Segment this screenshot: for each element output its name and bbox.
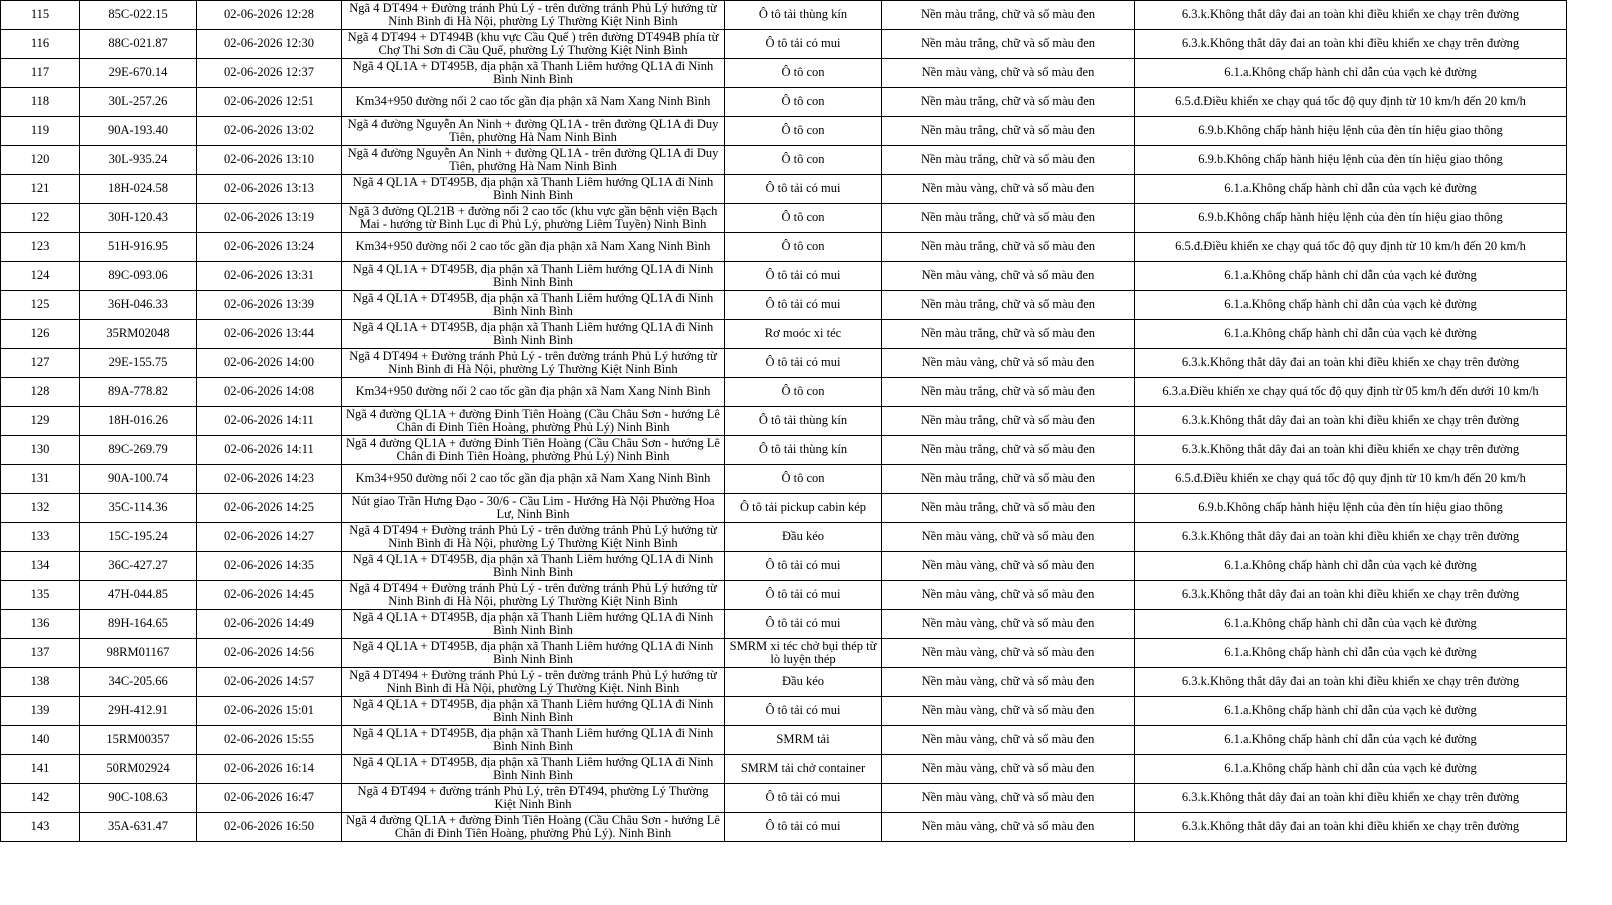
violation-time-cell: 02-06-2026 15:01 (197, 697, 342, 726)
violation-time-cell: 02-06-2026 14:49 (197, 610, 342, 639)
vehicle-type-cell: Ô tô tải có mui (725, 262, 882, 291)
violation-time-cell: 02-06-2026 12:30 (197, 30, 342, 59)
location-cell: Km34+950 đường nối 2 cao tốc gần địa phận xã Nam Xang Ninh Bình (342, 233, 725, 262)
location-cell: Ngã 4 đường Nguyễn An Ninh + đường QL1A - trên đường QL1A đi Duy Tiên, phường Hà Nam Ninh Bình (342, 117, 725, 146)
table-row (1, 494, 1567, 523)
plate-color-cell: Nền màu vàng, chữ và số màu đen (882, 175, 1135, 204)
violation-description-cell: 6.1.a.Không chấp hành chỉ dẫn của vạch kẻ đường (1135, 552, 1567, 581)
violation-description-cell: 6.1.a.Không chấp hành chỉ dẫn của vạch kẻ đường (1135, 639, 1567, 668)
violation-description-cell: 6.3.k.Không thắt dây đai an toàn khi điều khiển xe chạy trên đường (1135, 523, 1567, 552)
table-row (1, 552, 1567, 581)
license-plate-cell: 90A-100.74 (80, 465, 197, 494)
violation-description-cell: 6.3.k.Không thắt dây đai an toàn khi điều khiển xe chạy trên đường (1135, 436, 1567, 465)
table-row (1, 755, 1567, 784)
location-cell: Ngã 4 QL1A + DT495B, địa phận xã Thanh Liêm hướng QL1A đi Ninh Bình Ninh Bình (342, 262, 725, 291)
row-number-cell: 124 (1, 262, 80, 291)
violation-description-cell: 6.3.k.Không thắt dây đai an toàn khi điều khiển xe chạy trên đường (1135, 349, 1567, 378)
table-row (1, 784, 1567, 813)
location-cell: Km34+950 đường nối 2 cao tốc gần địa phận xã Nam Xang Ninh Bình (342, 378, 725, 407)
violation-time-cell: 02-06-2026 13:24 (197, 233, 342, 262)
violation-description-cell: 6.1.a.Không chấp hành chỉ dẫn của vạch kẻ đường (1135, 59, 1567, 88)
plate-color-cell: Nền màu trắng, chữ và số màu đen (882, 436, 1135, 465)
plate-color-cell: Nền màu vàng, chữ và số màu đen (882, 581, 1135, 610)
violation-description-cell: 6.1.a.Không chấp hành chỉ dẫn của vạch kẻ đường (1135, 262, 1567, 291)
location-cell: Ngã 4 DT494 + Đường tránh Phủ Lý - trên đường tránh Phủ Lý hướng từ Ninh Bình đi Hà Nội, phường Lý Thường Kiệt Ninh Bình (342, 349, 725, 378)
vehicle-type-cell: Ô tô tải pickup cabin kép (725, 494, 882, 523)
violation-description-cell: 6.3.k.Không thắt dây đai an toàn khi điều khiển xe chạy trên đường (1135, 407, 1567, 436)
license-plate-cell: 50RM02924 (80, 755, 197, 784)
violation-description-cell: 6.5.đ.Điều khiển xe chạy quá tốc độ quy định từ 10 km/h đến 20 km/h (1135, 465, 1567, 494)
row-number-cell: 123 (1, 233, 80, 262)
license-plate-cell: 89C-269.79 (80, 436, 197, 465)
row-number-cell: 139 (1, 697, 80, 726)
license-plate-cell: 30L-257.26 (80, 88, 197, 117)
violation-time-cell: 02-06-2026 13:02 (197, 117, 342, 146)
license-plate-cell: 89H-164.65 (80, 610, 197, 639)
license-plate-cell: 29E-155.75 (80, 349, 197, 378)
plate-color-cell: Nền màu vàng, chữ và số màu đen (882, 610, 1135, 639)
violation-time-cell: 02-06-2026 14:45 (197, 581, 342, 610)
row-number-cell: 135 (1, 581, 80, 610)
table-row (1, 378, 1567, 407)
plate-color-cell: Nền màu trắng, chữ và số màu đen (882, 88, 1135, 117)
vehicle-type-cell: Ô tô tải thùng kín (725, 1, 882, 30)
plate-color-cell: Nền màu vàng, chữ và số màu đen (882, 59, 1135, 88)
plate-color-cell: Nền màu trắng, chữ và số màu đen (882, 407, 1135, 436)
location-cell: Ngã 4 QL1A + DT495B, địa phận xã Thanh Liêm hướng QL1A đi Ninh Bình Ninh Bình (342, 726, 725, 755)
violation-time-cell: 02-06-2026 13:44 (197, 320, 342, 349)
table-row (1, 320, 1567, 349)
table-row (1, 349, 1567, 378)
plate-color-cell: Nền màu trắng, chữ và số màu đen (882, 30, 1135, 59)
vehicle-type-cell: SMRM tải chở container (725, 755, 882, 784)
row-number-cell: 128 (1, 378, 80, 407)
violation-description-cell: 6.3.k.Không thắt dây đai an toàn khi điều khiển xe chạy trên đường (1135, 668, 1567, 697)
violation-time-cell: 02-06-2026 16:47 (197, 784, 342, 813)
vehicle-type-cell: Ô tô tải có mui (725, 291, 882, 320)
plate-color-cell: Nền màu vàng, chữ và số màu đen (882, 523, 1135, 552)
table-row (1, 639, 1567, 668)
violation-time-cell: 02-06-2026 14:08 (197, 378, 342, 407)
vehicle-type-cell: Ô tô con (725, 378, 882, 407)
vehicle-type-cell: Ô tô con (725, 204, 882, 233)
location-cell: Ngã 4 DT494 + Đường tránh Phủ Lý - trên đường tránh Phủ Lý hướng từ Ninh Bình đi Hà Nội, phường Lý Thường Kiệt. Ninh Bình (342, 668, 725, 697)
violation-time-cell: 02-06-2026 14:57 (197, 668, 342, 697)
table-row (1, 291, 1567, 320)
violation-time-cell: 02-06-2026 16:50 (197, 813, 342, 842)
violation-description-cell: 6.3.k.Không thắt dây đai an toàn khi điều khiển xe chạy trên đường (1135, 813, 1567, 842)
location-cell: Km34+950 đường nối 2 cao tốc gần địa phận xã Nam Xang Ninh Bình (342, 465, 725, 494)
plate-color-cell: Nền màu vàng, chữ và số màu đen (882, 755, 1135, 784)
row-number-cell: 122 (1, 204, 80, 233)
violation-time-cell: 02-06-2026 14:35 (197, 552, 342, 581)
vehicle-type-cell: Ô tô tải thùng kín (725, 407, 882, 436)
table-row (1, 465, 1567, 494)
vehicle-type-cell: Đầu kéo (725, 668, 882, 697)
row-number-cell: 119 (1, 117, 80, 146)
table-row (1, 407, 1567, 436)
vehicle-type-cell: Ô tô tải có mui (725, 697, 882, 726)
table-row (1, 59, 1567, 88)
violation-description-cell: 6.1.a.Không chấp hành chỉ dẫn của vạch kẻ đường (1135, 320, 1567, 349)
vehicle-type-cell: SMRM tải (725, 726, 882, 755)
table-row (1, 581, 1567, 610)
plate-color-cell: Nền màu vàng, chữ và số màu đen (882, 813, 1135, 842)
license-plate-cell: 35A-631.47 (80, 813, 197, 842)
violation-time-cell: 02-06-2026 14:27 (197, 523, 342, 552)
table-row (1, 233, 1567, 262)
vehicle-type-cell: Rơ moóc xi téc (725, 320, 882, 349)
plate-color-cell: Nền màu trắng, chữ và số màu đen (882, 204, 1135, 233)
table-row (1, 813, 1567, 842)
table-row (1, 697, 1567, 726)
license-plate-cell: 29H-412.91 (80, 697, 197, 726)
vehicle-type-cell: Ô tô tải có mui (725, 813, 882, 842)
violation-time-cell: 02-06-2026 12:51 (197, 88, 342, 117)
violation-description-cell: 6.3.k.Không thắt dây đai an toàn khi điều khiển xe chạy trên đường (1135, 1, 1567, 30)
license-plate-cell: 18H-016.26 (80, 407, 197, 436)
violation-time-cell: 02-06-2026 14:25 (197, 494, 342, 523)
location-cell: Ngã 4 QL1A + DT495B, địa phận xã Thanh Liêm hướng QL1A đi Ninh Bình Ninh Bình (342, 639, 725, 668)
violation-description-cell: 6.3.k.Không thắt dây đai an toàn khi điều khiển xe chạy trên đường (1135, 784, 1567, 813)
violation-time-cell: 02-06-2026 13:10 (197, 146, 342, 175)
license-plate-cell: 35RM02048 (80, 320, 197, 349)
plate-color-cell: Nền màu vàng, chữ và số màu đen (882, 697, 1135, 726)
vehicle-type-cell: Đầu kéo (725, 523, 882, 552)
location-cell: Ngã 4 QL1A + DT495B, địa phận xã Thanh Liêm hướng QL1A đi Ninh Bình Ninh Bình (342, 291, 725, 320)
vehicle-type-cell: Ô tô con (725, 146, 882, 175)
violation-time-cell: 02-06-2026 13:31 (197, 262, 342, 291)
location-cell: Ngã 4 đường QL1A + đường Đinh Tiên Hoàng (Cầu Châu Sơn - hướng Lê Chân đi Đinh Tiên Hoàng, phường Phủ Lý) Ninh Bình (342, 436, 725, 465)
location-cell: Ngã 4 QL1A + DT495B, địa phận xã Thanh Liêm hướng QL1A đi Ninh Bình Ninh Bình (342, 59, 725, 88)
location-cell: Ngã 4 ĐT494 + đường tránh Phủ Lý, trên ĐT494, phường Lý Thường Kiệt Ninh Bình (342, 784, 725, 813)
violations-table-body (1, 1, 1567, 842)
location-cell: Ngã 4 đường QL1A + đường Đinh Tiên Hoàng (Cầu Châu Sơn - hướng Lê Chân đi Đinh Tiên Hoàng, phường Phủ Lý). Ninh Bình (342, 813, 725, 842)
vehicle-type-cell: Ô tô con (725, 117, 882, 146)
violation-description-cell: 6.1.a.Không chấp hành chỉ dẫn của vạch kẻ đường (1135, 175, 1567, 204)
location-cell: Ngã 4 đường QL1A + đường Đinh Tiên Hoàng (Cầu Châu Sơn - hướng Lê Chân đi Đinh Tiên Hoàng, phường Phủ Lý) Ninh Bình (342, 407, 725, 436)
row-number-cell: 133 (1, 523, 80, 552)
violation-description-cell: 6.5.đ.Điều khiển xe chạy quá tốc độ quy định từ 10 km/h đến 20 km/h (1135, 88, 1567, 117)
license-plate-cell: 90A-193.40 (80, 117, 197, 146)
location-cell: Ngã 4 QL1A + DT495B, địa phận xã Thanh Liêm hướng QL1A đi Ninh Bình Ninh Bình (342, 610, 725, 639)
location-cell: Ngã 3 đường QL21B + đường nối 2 cao tốc (khu vực gần bệnh viện Bạch Mai - hướng từ Bình Lục đi Phủ Lý, phường Liêm Tuyền) Ninh Bình (342, 204, 725, 233)
row-number-cell: 117 (1, 59, 80, 88)
violation-description-cell: 6.9.b.Không chấp hành hiệu lệnh của đèn tín hiệu giao thông (1135, 494, 1567, 523)
plate-color-cell: Nền màu trắng, chữ và số màu đen (882, 291, 1135, 320)
violation-description-cell: 6.1.a.Không chấp hành chỉ dẫn của vạch kẻ đường (1135, 726, 1567, 755)
plate-color-cell: Nền màu trắng, chữ và số màu đen (882, 233, 1135, 262)
license-plate-cell: 30L-935.24 (80, 146, 197, 175)
license-plate-cell: 34C-205.66 (80, 668, 197, 697)
violation-time-cell: 02-06-2026 14:11 (197, 436, 342, 465)
vehicle-type-cell: Ô tô con (725, 465, 882, 494)
location-cell: Ngã 4 QL1A + DT495B, địa phận xã Thanh Liêm hướng QL1A đi Ninh Bình Ninh Bình (342, 175, 725, 204)
row-number-cell: 132 (1, 494, 80, 523)
license-plate-cell: 36C-427.27 (80, 552, 197, 581)
vehicle-type-cell: Ô tô tải có mui (725, 349, 882, 378)
violation-time-cell: 02-06-2026 16:14 (197, 755, 342, 784)
violation-description-cell: 6.5.đ.Điều khiển xe chạy quá tốc độ quy định từ 10 km/h đến 20 km/h (1135, 233, 1567, 262)
table-row (1, 1, 1567, 30)
violation-description-cell: 6.1.a.Không chấp hành chỉ dẫn của vạch kẻ đường (1135, 610, 1567, 639)
row-number-cell: 143 (1, 813, 80, 842)
license-plate-cell: 30H-120.43 (80, 204, 197, 233)
row-number-cell: 121 (1, 175, 80, 204)
table-row (1, 436, 1567, 465)
violation-description-cell: 6.3.k.Không thắt dây đai an toàn khi điều khiển xe chạy trên đường (1135, 581, 1567, 610)
license-plate-cell: 29E-670.14 (80, 59, 197, 88)
vehicle-type-cell: Ô tô tải có mui (725, 175, 882, 204)
plate-color-cell: Nền màu vàng, chữ và số màu đen (882, 349, 1135, 378)
vehicle-type-cell: SMRM xi téc chở bụi thép từ lò luyện thép (725, 639, 882, 668)
row-number-cell: 141 (1, 755, 80, 784)
location-cell: Ngã 4 DT494 + Đường tránh Phủ Lý - trên đường tránh Phủ Lý hướng từ Ninh Bình đi Hà Nội, phường Lý Thường Kiệt Ninh Bình (342, 1, 725, 30)
row-number-cell: 126 (1, 320, 80, 349)
location-cell: Ngã 4 QL1A + DT495B, địa phận xã Thanh Liêm hướng QL1A đi Ninh Bình Ninh Bình (342, 320, 725, 349)
location-cell: Ngã 4 QL1A + DT495B, địa phận xã Thanh Liêm hướng QL1A đi Ninh Bình Ninh Bình (342, 697, 725, 726)
plate-color-cell: Nền màu trắng, chữ và số màu đen (882, 1, 1135, 30)
plate-color-cell: Nền màu trắng, chữ và số màu đen (882, 320, 1135, 349)
plate-color-cell: Nền màu vàng, chữ và số màu đen (882, 262, 1135, 291)
violation-time-cell: 02-06-2026 13:39 (197, 291, 342, 320)
table-row (1, 610, 1567, 639)
location-cell: Km34+950 đường nối 2 cao tốc gần địa phận xã Nam Xang Ninh Bình (342, 88, 725, 117)
row-number-cell: 142 (1, 784, 80, 813)
violation-time-cell: 02-06-2026 12:28 (197, 1, 342, 30)
plate-color-cell: Nền màu trắng, chữ và số màu đen (882, 494, 1135, 523)
plate-color-cell: Nền màu vàng, chữ và số màu đen (882, 639, 1135, 668)
location-cell: Ngã 4 đường Nguyễn An Ninh + đường QL1A - trên đường QL1A đi Duy Tiên, phường Hà Nam Ninh Bình (342, 146, 725, 175)
license-plate-cell: 88C-021.87 (80, 30, 197, 59)
table-row (1, 175, 1567, 204)
license-plate-cell: 35C-114.36 (80, 494, 197, 523)
license-plate-cell: 47H-044.85 (80, 581, 197, 610)
violation-time-cell: 02-06-2026 14:23 (197, 465, 342, 494)
violation-description-cell: 6.3.k.Không thắt dây đai an toàn khi điều khiển xe chạy trên đường (1135, 30, 1567, 59)
violation-time-cell: 02-06-2026 15:55 (197, 726, 342, 755)
violation-description-cell: 6.9.b.Không chấp hành hiệu lệnh của đèn tín hiệu giao thông (1135, 117, 1567, 146)
license-plate-cell: 89C-093.06 (80, 262, 197, 291)
license-plate-cell: 98RM01167 (80, 639, 197, 668)
license-plate-cell: 51H-916.95 (80, 233, 197, 262)
vehicle-type-cell: Ô tô con (725, 59, 882, 88)
table-row (1, 30, 1567, 59)
plate-color-cell: Nền màu trắng, chữ và số màu đen (882, 146, 1135, 175)
row-number-cell: 137 (1, 639, 80, 668)
row-number-cell: 140 (1, 726, 80, 755)
violation-time-cell: 02-06-2026 12:37 (197, 59, 342, 88)
row-number-cell: 125 (1, 291, 80, 320)
violation-time-cell: 02-06-2026 14:56 (197, 639, 342, 668)
location-cell: Ngã 4 DT494 + Đường tránh Phủ Lý - trên đường tránh Phủ Lý hướng từ Ninh Bình đi Hà Nội, phường Lý Thường Kiệt Ninh Bình (342, 581, 725, 610)
violation-description-cell: 6.3.a.Điều khiển xe chạy quá tốc độ quy định từ 05 km/h đến dưới 10 km/h (1135, 378, 1567, 407)
table-row (1, 726, 1567, 755)
vehicle-type-cell: Ô tô tải có mui (725, 552, 882, 581)
violation-description-cell: 6.9.b.Không chấp hành hiệu lệnh của đèn tín hiệu giao thông (1135, 204, 1567, 233)
vehicle-type-cell: Ô tô tải thùng kín (725, 436, 882, 465)
license-plate-cell: 18H-024.58 (80, 175, 197, 204)
location-cell: Ngã 4 DT494 + Đường tránh Phủ Lý - trên đường tránh Phủ Lý hướng từ Ninh Bình đi Hà Nội, phường Lý Thường Kiệt Ninh Bình (342, 523, 725, 552)
violation-time-cell: 02-06-2026 13:13 (197, 175, 342, 204)
license-plate-cell: 15RM00357 (80, 726, 197, 755)
violation-description-cell: 6.1.a.Không chấp hành chỉ dẫn của vạch kẻ đường (1135, 755, 1567, 784)
table-row (1, 88, 1567, 117)
row-number-cell: 130 (1, 436, 80, 465)
license-plate-cell: 89A-778.82 (80, 378, 197, 407)
location-cell: Ngã 4 QL1A + DT495B, địa phận xã Thanh Liêm hướng QL1A đi Ninh Bình Ninh Bình (342, 755, 725, 784)
row-number-cell: 138 (1, 668, 80, 697)
plate-color-cell: Nền màu vàng, chữ và số màu đen (882, 552, 1135, 581)
license-plate-cell: 85C-022.15 (80, 1, 197, 30)
vehicle-type-cell: Ô tô tải có mui (725, 581, 882, 610)
vehicle-type-cell: Ô tô tải có mui (725, 610, 882, 639)
violation-time-cell: 02-06-2026 13:19 (197, 204, 342, 233)
location-cell: Ngã 4 DT494 + DT494B (khu vực Cầu Quế ) trên đường DT494B phía từ Chợ Thi Sơn đi Cầu Quế, phường Lý Thường Kiệt Ninh Bình (342, 30, 725, 59)
table-row (1, 668, 1567, 697)
violation-description-cell: 6.1.a.Không chấp hành chỉ dẫn của vạch kẻ đường (1135, 697, 1567, 726)
license-plate-cell: 15C-195.24 (80, 523, 197, 552)
row-number-cell: 115 (1, 1, 80, 30)
plate-color-cell: Nền màu trắng, chữ và số màu đen (882, 378, 1135, 407)
vehicle-type-cell: Ô tô con (725, 88, 882, 117)
row-number-cell: 134 (1, 552, 80, 581)
table-row (1, 523, 1567, 552)
row-number-cell: 118 (1, 88, 80, 117)
plate-color-cell: Nền màu vàng, chữ và số màu đen (882, 668, 1135, 697)
vehicle-type-cell: Ô tô tải có mui (725, 30, 882, 59)
row-number-cell: 116 (1, 30, 80, 59)
vehicle-type-cell: Ô tô tải có mui (725, 784, 882, 813)
location-cell: Ngã 4 QL1A + DT495B, địa phận xã Thanh Liêm hướng QL1A đi Ninh Bình Ninh Bình (342, 552, 725, 581)
table-row (1, 262, 1567, 291)
row-number-cell: 136 (1, 610, 80, 639)
license-plate-cell: 90C-108.63 (80, 784, 197, 813)
license-plate-cell: 36H-046.33 (80, 291, 197, 320)
plate-color-cell: Nền màu vàng, chữ và số màu đen (882, 784, 1135, 813)
table-row (1, 146, 1567, 175)
row-number-cell: 129 (1, 407, 80, 436)
row-number-cell: 127 (1, 349, 80, 378)
row-number-cell: 131 (1, 465, 80, 494)
location-cell: Nút giao Trần Hưng Đạo - 30/6 - Cầu Lim - Hướng Hà Nội Phường Hoa Lư, Ninh Bình (342, 494, 725, 523)
plate-color-cell: Nền màu vàng, chữ và số màu đen (882, 726, 1135, 755)
violation-description-cell: 6.9.b.Không chấp hành hiệu lệnh của đèn tín hiệu giao thông (1135, 146, 1567, 175)
vehicle-type-cell: Ô tô con (725, 233, 882, 262)
violation-time-cell: 02-06-2026 14:11 (197, 407, 342, 436)
violation-description-cell: 6.1.a.Không chấp hành chỉ dẫn của vạch kẻ đường (1135, 291, 1567, 320)
row-number-cell: 120 (1, 146, 80, 175)
plate-color-cell: Nền màu trắng, chữ và số màu đen (882, 465, 1135, 494)
table-row (1, 117, 1567, 146)
plate-color-cell: Nền màu trắng, chữ và số màu đen (882, 117, 1135, 146)
table-row (1, 204, 1567, 233)
violation-time-cell: 02-06-2026 14:00 (197, 349, 342, 378)
